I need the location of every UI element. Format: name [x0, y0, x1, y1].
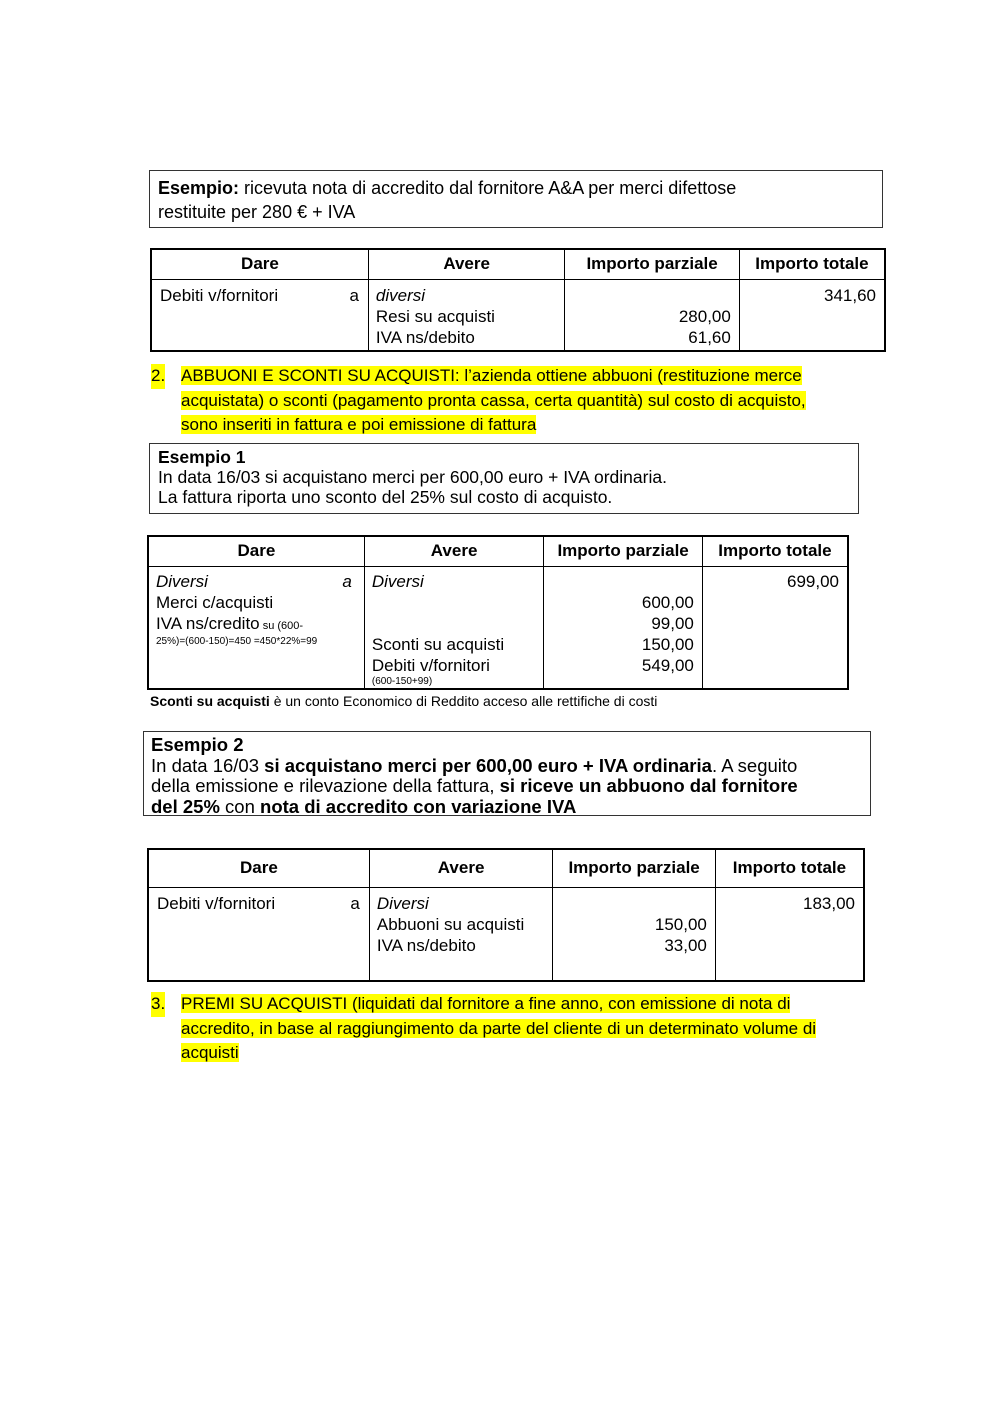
- parziale-value: 61,60: [688, 327, 731, 347]
- dare-cell: [148, 566, 364, 689]
- parziale-value: 150,00: [641, 634, 694, 654]
- dare-iva: IVA ns/credito su (600-: [156, 613, 304, 633]
- avere-resi: Resi su acquisti: [375, 306, 495, 326]
- header-dare: Dare: [151, 249, 368, 279]
- header-avere: Avere: [364, 536, 543, 566]
- parziale-value: 150,00: [654, 914, 707, 934]
- dare-iva-calc: 25%)=(600-150)=450 =450*22%=99: [156, 635, 318, 647]
- header-importo-totale: Importo totale: [702, 536, 848, 566]
- avere-iva: IVA ns/debito: [375, 327, 475, 347]
- example-line-2: restituite per 280 € + IVA: [158, 202, 356, 222]
- header-importo-totale: Importo totale: [739, 249, 885, 279]
- example-1-title: Esempio 1: [158, 447, 246, 467]
- dare-merci: Merci c/acquisti: [156, 592, 274, 612]
- example-2-box: [143, 731, 871, 816]
- example-2-line: In data 16/03 si acquistano merci per 600,00 euro + IVA ordinaria. A seguito: [151, 754, 798, 776]
- section-line: sono inseriti in fattura e poi emissione di fattura: [181, 415, 537, 434]
- totale-value: 341,60: [824, 285, 876, 305]
- parziale-value: 549,00: [641, 655, 694, 675]
- dare-cell: [148, 887, 369, 981]
- totale-cell: [702, 566, 848, 689]
- section-abbuoni-sconti: [151, 364, 881, 438]
- avere-diversi: Diversi: [376, 893, 429, 913]
- section-line: PREMI SU ACQUISTI (liquidati dal fornitore a fine anno, con emissione di nota di: [181, 994, 791, 1013]
- header-dare: Dare: [148, 536, 364, 566]
- totale-value: 699,00: [787, 571, 839, 591]
- avere-debiti: Debiti v/fornitori: [371, 655, 490, 675]
- totale-value: 183,00: [803, 893, 855, 913]
- dare-cell: [151, 279, 368, 351]
- header-dare: Dare: [148, 849, 369, 887]
- avere-sconti: Sconti su acquisti: [371, 634, 505, 654]
- dare-iva-note: su (600-: [259, 619, 304, 632]
- section-line: accredito, in base al raggiungimento da parte del cliente di un determinato volume di: [181, 1018, 817, 1038]
- avere-cell: [364, 566, 543, 689]
- parziale-value: 600,00: [641, 592, 694, 612]
- header-avere: Avere: [368, 249, 564, 279]
- journal-table-resi: [150, 248, 886, 352]
- header-importo-parziale: Importo parziale: [553, 849, 716, 887]
- section-line: ABBUONI E SCONTI SU ACQUISTI: l’azienda ottiene abbuoni (restituzione merce: [181, 366, 802, 385]
- avere-diversi: Diversi: [371, 571, 424, 591]
- example-box-resi: [149, 170, 883, 228]
- example-1-line: In data 16/03 si acquistano merci per 600,00 euro + IVA ordinaria.: [158, 467, 667, 487]
- totale-cell: [739, 279, 885, 351]
- example-2-line: della emissione e rilevazione della fattura, si riceve un abbuono dal fornitore: [151, 775, 798, 796]
- totale-cell: [715, 887, 864, 981]
- example-1-line: La fattura riporta uno sconto del 25% sul costo di acquisto.: [158, 487, 613, 507]
- note-bold: Sconti su acquisti: [150, 693, 270, 709]
- table-note: [150, 692, 657, 710]
- avere-cell: [368, 279, 564, 351]
- parziale-value: 99,00: [651, 613, 694, 633]
- a-marker: a: [350, 893, 360, 913]
- journal-table-abbuoni: [147, 848, 865, 982]
- parziale-cell: [553, 887, 716, 981]
- list-number: 2.: [151, 364, 165, 389]
- dare-account: Debiti v/fornitori: [157, 893, 276, 913]
- journal-table-sconti: [147, 535, 849, 690]
- example-2-line: del 25% con nota di accredito con variazione IVA: [151, 795, 577, 817]
- a-marker: a: [349, 285, 359, 305]
- header-avere: Avere: [369, 849, 552, 887]
- avere-abbuoni: Abbuoni su acquisti: [376, 914, 525, 934]
- parziale-value: 33,00: [664, 935, 707, 955]
- header-importo-totale: Importo totale: [715, 849, 864, 887]
- section-premi: [151, 992, 881, 1066]
- section-line: acquisti: [181, 1043, 239, 1062]
- avere-diversi: diversi: [375, 285, 426, 305]
- note-text: è un conto Economico di Reddito acceso alle rettifiche di costi: [269, 693, 658, 709]
- example-label: Esempio:: [158, 178, 240, 198]
- header-importo-parziale: Importo parziale: [544, 536, 703, 566]
- list-number: 3.: [151, 992, 165, 1017]
- example-line-1: Esempio: ricevuta nota di accredito dal fornitore A&A per merci difettose: [158, 178, 737, 198]
- parziale-value: 280,00: [678, 306, 731, 326]
- example-1-box: [149, 443, 859, 514]
- section-line: acquistata) o sconti (pagamento pronta cassa, certa quantità) sul costo di acquisto,: [181, 390, 806, 410]
- parziale-cell: [544, 566, 703, 689]
- avere-iva: IVA ns/debito: [376, 935, 476, 955]
- parziale-cell: [565, 279, 739, 351]
- dare-account: Debiti v/fornitori: [160, 285, 279, 305]
- header-importo-parziale: Importo parziale: [565, 249, 739, 279]
- dare-diversi: Diversi: [156, 571, 208, 591]
- avere-debiti-note: (600-150+99): [371, 675, 433, 687]
- avere-cell: [369, 887, 552, 981]
- example-2-title: Esempio 2: [151, 734, 244, 755]
- a-marker: a: [342, 571, 352, 591]
